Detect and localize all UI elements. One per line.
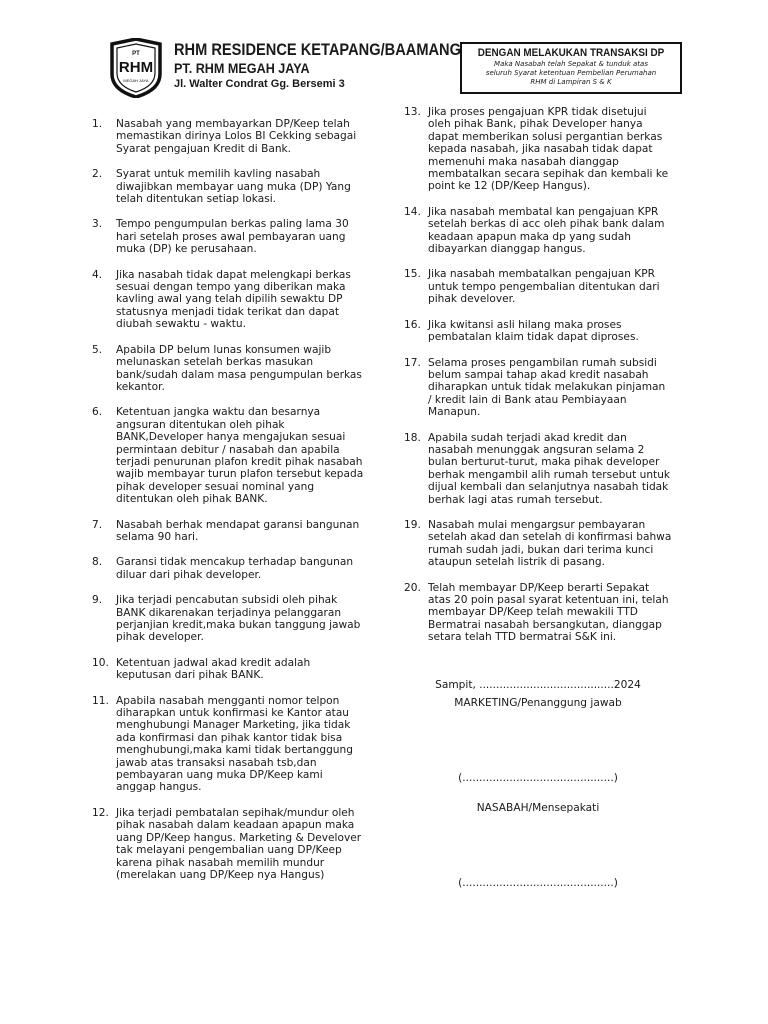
notice-line: RHM di Lampiran S & K <box>530 78 612 86</box>
term-number: 12. <box>92 806 109 819</box>
term-number: 4. <box>92 268 103 281</box>
term-text: Jika nasabah tidak dapat melengkapi berkas sesuai dengan tempo yang diberikan maka kavling awal yang telah dipilih sewaktu DP statusnya menjadi tidak terikat dan dapat diubah sewaktu - waktu. <box>116 268 351 331</box>
term-item <box>404 432 672 506</box>
term-text: Nasabah yang membayarkan DP/Keep telah memastikan dirinya Lolos BI Cekking sebagai Syarat pengajuan Kredit di Bank. <box>116 118 357 155</box>
term-item <box>404 106 672 193</box>
term-number: 13. <box>404 106 421 118</box>
pt-name: PT. RHM MEGAH JAYA <box>174 60 310 76</box>
term-number: 14. <box>404 205 421 218</box>
terms-list-left <box>92 118 364 881</box>
terms-column-left <box>92 118 364 894</box>
company-address: Jl. Walter Condrat Gg. Bersemi 3 <box>174 78 345 90</box>
term-number: 11. <box>92 694 109 707</box>
term-item <box>92 118 364 155</box>
term-number: 15. <box>404 268 421 281</box>
term-item <box>92 695 364 794</box>
term-item <box>404 319 672 344</box>
term-text: Telah membayar DP/Keep berarti Sepakat atas 20 poin pasal syarat ketentuan ini, telah membayar DP/Keep telah mewakili TTD Bermatrai nasabah bersangkutan, dianggap setara telah TTD bermatrai S&K ini. <box>428 581 669 644</box>
term-number: 20. <box>404 581 421 594</box>
term-number: 8. <box>92 556 103 569</box>
term-number: 2. <box>92 168 103 181</box>
term-item <box>404 357 672 419</box>
term-text: Apabila nasabah mengganti nomor telpon diharapkan untuk konfirmasi ke Kantor atau menghubungi Manager Marketing, jika tidak ada konfirmasi dan pihak kantor tidak bisa menghubungi,maka kami tidak bertanggung jawab atas transaksi nasabah tsb,dan pembayaran uang muka DP/Keep kami anggap hangus. <box>116 694 353 794</box>
notice-line: Maka Nasabah telah Sepakat & tunduk atas <box>494 60 648 68</box>
term-text: Nasabah berhak mendapat garansi bangunan selama 90 hari. <box>116 518 360 543</box>
place-date: Sampit, ........................................2024 <box>435 679 641 691</box>
notice-line: seluruh Syarat ketentuan Pembelian Perumahan <box>485 69 657 77</box>
term-text: Jika terjadi pembatalan sepihak/mundur oleh pihak nasabah dalam keadaan apapun maka uang DP/Keep hangus. Marketing & Develover tak melayani pengembalian uang DP/Keep karena pihak nasabah memilih mundur (merelakan uang DP/Keep nya Hangus) <box>116 806 362 881</box>
term-item <box>92 168 364 205</box>
term-number: 7. <box>92 518 103 531</box>
term-text: Garansi tidak mencakup terhadap bangunan diluar dari pihak developer. <box>116 556 354 581</box>
term-item <box>92 519 364 544</box>
company-name: RHM RESIDENCE KETAPANG/BAAMANG <box>174 40 461 59</box>
logo-brand-text: RHM <box>118 59 154 76</box>
term-item <box>92 406 364 505</box>
term-item <box>404 519 672 569</box>
term-text: Jika nasabah membatal kan pengajuan KPR setelah berkas di acc oleh pihak bank dalam keadaan apapun maka dp yang sudah dibayarkan dianggap hangus. <box>428 205 665 256</box>
term-number: 6. <box>92 406 103 419</box>
notice-title: DENGAN MELAKUKAN TRANSAKSI DP <box>477 47 665 59</box>
marketing-signature-line: (.............................................) <box>458 772 618 784</box>
terms-column-right <box>404 106 672 657</box>
term-item <box>92 218 364 255</box>
term-item <box>404 582 672 644</box>
term-number: 1. <box>92 118 103 130</box>
term-item <box>92 556 364 581</box>
term-number: 5. <box>92 343 103 356</box>
term-text: Jika nasabah membatalkan pengajuan KPR untuk tempo pengembalian ditentukan dari pihak develover. <box>428 268 660 306</box>
term-text: Nasabah mulai mengargsur pembayaran setelah akad dan setelah di konfirmasi bahwa rumah sudah jadi, bukan dari terima kunci ataupun setelah listrik di pasang. <box>428 518 672 569</box>
term-number: 17. <box>404 356 421 369</box>
term-item <box>92 594 364 644</box>
nasabah-signature-line: (.............................................) <box>458 877 618 889</box>
term-item <box>92 807 364 881</box>
term-number: 10. <box>92 656 109 669</box>
term-text: Jika kwitansi asli hilang maka proses pembatalan klaim tidak dapat diproses. <box>428 318 639 344</box>
terms-list-right <box>404 106 672 644</box>
term-item <box>92 657 364 682</box>
marketing-signatory-label: MARKETING/Penanggung jawab <box>454 697 622 709</box>
term-item <box>92 269 364 331</box>
term-item <box>404 268 672 305</box>
nasabah-signatory-label: NASABAH/Mensepakati <box>476 802 600 814</box>
term-number: 16. <box>404 318 421 331</box>
term-text: Selama proses pengambilan rumah subsidi belum sampai tahap akad kredit nasabah diharapkan untuk tidak melakukan pinjaman / kredit lain di Bank atau Pembiayaan Manapun. <box>428 356 666 419</box>
term-number: 19. <box>404 518 421 531</box>
logo-top-text: PT <box>132 51 140 57</box>
term-text: Jika proses pengajuan KPR tidak disetujui oleh pihak Bank, pihak Developer hanya dapat memberikan solusi pergantian berkas kepada nasabah, jika nasabah tidak dapat memenuhi maka nasabah dianggap membatalkan secara sepihak dan kembali ke point ke 12 (DP/Keep Hangus). <box>428 106 669 193</box>
term-text: Ketentuan jadwal akad kredit adalah keputusan dari pihak BANK. <box>116 656 311 682</box>
term-item <box>404 206 672 256</box>
term-text: Apabila DP belum lunas konsumen wajib melunaskan setelah berkas masukan bank/sudah dalam masa pengumpulan berkas kekantor. <box>116 343 362 393</box>
notice-text <box>462 60 680 87</box>
term-text: Apabila sudah terjadi akad kredit dan nasabah menunggak angsuran selama 2 bulan berturut-turut, maka pihak developer berhak mengambil alih rumah tersebut untuk dijual kembali dan selanjutnya nasabah tidak berhak lagi atas rumah tersebut. <box>428 431 671 506</box>
term-text: Syarat untuk memilih kavling nasabah diwajibkan membayar uang muka (DP) Yang telah ditentukan setiap lokasi. <box>116 168 351 206</box>
company-info <box>174 40 508 92</box>
term-text: Tempo pengumpulan berkas paling lama 30 hari setelah proses awal pembayaran uang muka (DP) ke perusahaan. <box>116 218 349 256</box>
term-number: 18. <box>404 431 421 444</box>
term-item <box>92 344 364 394</box>
notice-box <box>460 42 682 94</box>
term-text: Jika terjadi pencabutan subsidi oleh pihak BANK dikarenakan terjadinya pelanggaran perjanjian kredit,maka bukan tanggung jawab pihak developer. <box>116 594 361 644</box>
term-text: Ketentuan jangka waktu dan besarnya angsuran ditentukan oleh pihak BANK,Developer hanya mengajukan sesuai permintaan debitur / nasabah dan apabila terjadi penurunan plafon kredit pihak nasabah wajib membayar turun plafon tersebut kepada pihak developer sesuai nominal yang ditentukan oleh pihak BANK. <box>116 406 364 506</box>
logo-bottom-text: MEGAH JAYA <box>123 78 149 83</box>
letterhead <box>108 38 688 100</box>
company-logo <box>108 38 164 98</box>
term-number: 3. <box>92 218 103 231</box>
term-number: 9. <box>92 594 103 607</box>
